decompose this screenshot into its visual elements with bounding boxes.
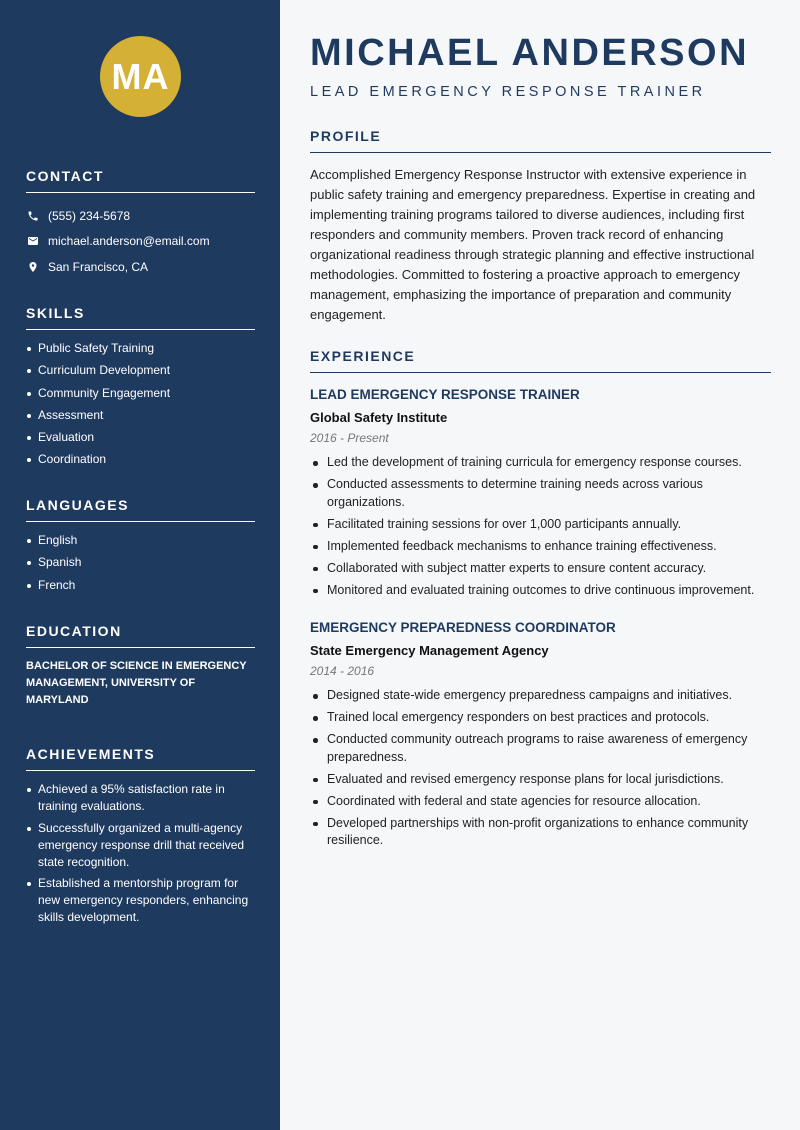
skill-item: Community Engagement	[26, 385, 255, 402]
job-bullet: Designed state-wide emergency preparedness campaigns and initiatives.	[310, 687, 771, 705]
education-section	[26, 623, 255, 709]
job-company: Global Safety Institute	[310, 410, 448, 425]
job-bullet: Monitored and evaluated training outcomes to drive continuous improvement.	[310, 582, 771, 600]
sidebar	[0, 0, 280, 1130]
profile-heading: PROFILE	[310, 128, 771, 153]
skill-item: Assessment	[26, 407, 255, 424]
skills-heading: SKILLS	[26, 305, 255, 330]
job-bullet: Led the development of training curricula for emergency response courses.	[310, 454, 771, 472]
languages-section	[26, 497, 255, 599]
job-bullet: Evaluated and revised emergency response plans for local jurisdictions.	[310, 771, 771, 789]
email-icon	[26, 235, 39, 248]
skill-item: Public Safety Training	[26, 340, 255, 357]
job-bullet: Implemented feedback mechanisms to enhance training effectiveness.	[310, 538, 771, 556]
avatar-initials: MA	[100, 36, 181, 117]
language-item: Spanish	[26, 554, 255, 571]
experience-heading: EXPERIENCE	[310, 348, 771, 373]
location-icon	[26, 260, 39, 273]
job-bullet: Facilitated training sessions for over 1,000 participants annually.	[310, 516, 771, 534]
skills-section	[26, 305, 255, 474]
contact-phone-text[interactable]: (555) 234-5678	[48, 208, 131, 223]
language-item: English	[26, 532, 255, 549]
candidate-title: LEAD EMERGENCY RESPONSE TRAINER	[310, 84, 706, 100]
languages-heading: LANGUAGES	[26, 497, 255, 522]
achievement-item: Achieved a 95% satisfaction rate in training evaluations.	[26, 781, 255, 815]
contact-heading: CONTACT	[26, 168, 255, 193]
achievements-heading: ACHIEVEMENTS	[26, 746, 255, 771]
skill-item: Curriculum Development	[26, 362, 255, 379]
profile-summary: Accomplished Emergency Response Instructor with extensive experience in public safety training and emergency preparedness. Expertise in creating and implementing training programs tailored to diverse audiences, including first responders and community members. Proven track record of enhancing organizational readiness through strategic planning and effective instructional methodologies. Committed to fostering a proactive approach to emergency management, emphasizing the importance of preparation and community engagement.	[310, 167, 756, 322]
contact-email	[26, 229, 255, 255]
job-bullet: Trained local emergency responders on best practices and protocols.	[310, 709, 771, 727]
contact-location-text: San Francisco, CA	[48, 259, 149, 274]
skill-item: Coordination	[26, 451, 255, 468]
education-degree: BACHELOR OF SCIENCE IN EMERGENCY MANAGEMENT, UNIVERSITY OF MARYLAND	[26, 660, 247, 706]
job-role: LEAD EMERGENCY RESPONSE TRAINER	[310, 387, 580, 402]
contact-location	[26, 254, 255, 280]
job-role: EMERGENCY PREPAREDNESS COORDINATOR	[310, 620, 616, 635]
job-entry	[310, 386, 771, 604]
phone-icon	[26, 209, 39, 222]
job-bullet: Collaborated with subject matter experts to ensure content accuracy.	[310, 560, 771, 578]
contact-email-text[interactable]: michael.anderson@email.com	[48, 234, 210, 249]
job-entry	[310, 619, 771, 855]
education-heading: EDUCATION	[26, 623, 255, 648]
job-bullet: Conducted community outreach programs to raise awareness of emergency preparedness.	[310, 731, 771, 766]
job-bullet: Coordinated with federal and state agencies for resource allocation.	[310, 793, 771, 811]
contact-section	[26, 168, 255, 280]
achievement-item: Established a mentorship program for new emergency responders, enhancing skills development.	[26, 875, 255, 926]
candidate-name: MICHAEL ANDERSON	[310, 32, 750, 74]
job-dates: 2016 - Present	[310, 431, 389, 445]
job-bullet: Conducted assessments to determine training needs across various organizations.	[310, 476, 771, 511]
contact-phone	[26, 203, 255, 229]
job-company: State Emergency Management Agency	[310, 643, 549, 658]
job-dates: 2014 - 2016	[310, 664, 375, 678]
skill-item: Evaluation	[26, 429, 255, 446]
job-bullet: Developed partnerships with non-profit organizations to enhance community resilience.	[310, 815, 771, 850]
achievements-section	[26, 746, 255, 931]
language-item: French	[26, 577, 255, 594]
achievement-item: Successfully organized a multi-agency emergency response drill that received state recognition.	[26, 820, 255, 871]
